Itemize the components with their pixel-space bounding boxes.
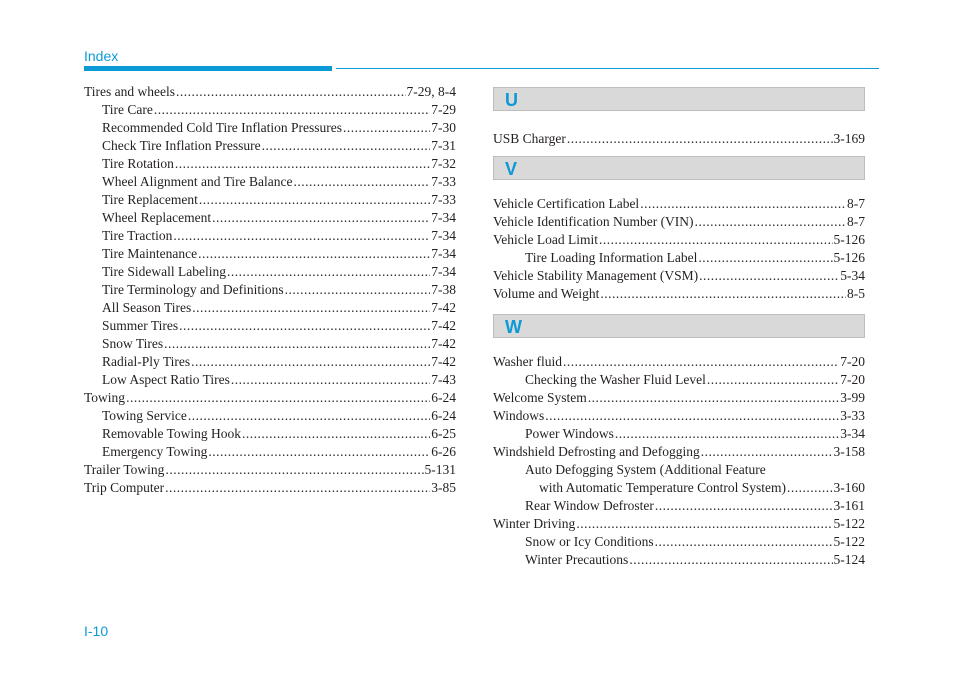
page-number: I-10 (84, 623, 109, 639)
page-reference: 7-43 (431, 372, 456, 387)
index-subentry[interactable] (84, 137, 456, 155)
dot-leader (695, 213, 846, 231)
index-entry[interactable] (493, 130, 865, 148)
index-subentry[interactable] (84, 353, 456, 371)
entry-label: Winter Driving (493, 516, 576, 531)
dot-leader (175, 155, 430, 173)
entry-label: Snow or Icy Conditions (525, 534, 654, 549)
dot-leader (599, 231, 833, 249)
dot-leader (629, 551, 832, 569)
entry-label: Low Aspect Ratio Tires (102, 372, 230, 387)
dot-leader (173, 227, 430, 245)
entry-label: Tire Replacement (102, 192, 198, 207)
page-reference: 7-32 (431, 156, 456, 171)
page-reference: 7-34 (431, 264, 456, 279)
entry-label: Towing Service (102, 408, 187, 423)
index-subentry[interactable] (84, 245, 456, 263)
page-reference: 5-124 (833, 552, 865, 567)
section-header-w (493, 314, 865, 338)
dot-leader (165, 461, 423, 479)
dot-leader (787, 479, 832, 497)
entry-label: Vehicle Certification Label (493, 196, 640, 211)
index-subentry[interactable] (84, 317, 456, 335)
entry-label: Vehicle Load Limit (493, 232, 598, 247)
index-column-left (84, 83, 456, 497)
index-entry[interactable] (493, 353, 865, 371)
page-reference: 6-24 (431, 408, 456, 423)
dot-leader (231, 371, 430, 389)
page-reference: 7-20 (840, 354, 865, 369)
page-reference: 8-7 (847, 214, 865, 229)
entry-label: All Season Tires (102, 300, 192, 315)
index-entry[interactable] (493, 443, 865, 461)
index-entry[interactable] (493, 267, 865, 285)
entry-label: Volume and Weight (493, 286, 600, 301)
index-subentry[interactable] (493, 551, 865, 569)
entry-label: Radial-Ply Tires (102, 354, 191, 369)
entry-label: Welcome System (493, 390, 587, 405)
entry-label: Tire Maintenance (102, 246, 198, 261)
index-entry[interactable] (84, 479, 456, 497)
page-reference: 6-25 (431, 426, 456, 441)
entry-label: with Automatic Temperature Control System) (539, 480, 787, 495)
entry-label: Tires and wheels (84, 84, 175, 99)
page-reference: 7-29, 8-4 (406, 84, 456, 99)
index-entry[interactable] (84, 83, 456, 101)
page-reference: 3-160 (833, 480, 865, 495)
entry-label: Tire Traction (102, 228, 173, 243)
entry-label: Trip Computer (84, 480, 165, 495)
entry-label: Vehicle Stability Management (VSM) (493, 268, 699, 283)
entry-label: Checking the Washer Fluid Level (525, 372, 706, 387)
page-reference: 3-33 (840, 408, 865, 423)
entry-label: Wheel Alignment and Tire Balance (102, 174, 293, 189)
entry-label: Tire Rotation (102, 156, 174, 171)
entry-label: USB Charger (493, 131, 566, 146)
header-rule-thick (84, 66, 332, 71)
dot-leader (165, 479, 430, 497)
dot-leader (179, 317, 430, 335)
page-reference: 7-31 (431, 138, 456, 153)
entry-label: Windshield Defrosting and Defogging (493, 444, 700, 459)
section-letter-v: V (505, 159, 518, 179)
entry-label: Vehicle Identification Number (VIN) (493, 214, 694, 229)
page-reference: 7-20 (840, 372, 865, 387)
page-reference: 3-158 (833, 444, 865, 459)
page-reference: 5-122 (833, 534, 865, 549)
dot-leader (192, 299, 430, 317)
page-reference: 3-99 (840, 390, 865, 405)
index-subentry[interactable] (493, 249, 865, 267)
section-letter-w: W (505, 317, 522, 337)
index-subentry[interactable] (84, 299, 456, 317)
header-rule-thin (336, 68, 879, 69)
index-entry[interactable] (493, 407, 865, 425)
page-reference: 7-42 (431, 336, 456, 351)
dot-leader (563, 353, 839, 371)
dot-leader (198, 245, 430, 263)
index-entry[interactable] (84, 461, 456, 479)
dot-leader (262, 137, 431, 155)
page-reference: 3-34 (840, 426, 865, 441)
dot-leader (698, 249, 832, 267)
entry-label: Wheel Replacement (102, 210, 212, 225)
dot-leader (588, 389, 839, 407)
entry-label: Power Windows (525, 426, 614, 441)
dot-leader (576, 515, 832, 533)
page-reference: 6-26 (431, 444, 456, 459)
page-reference: 7-42 (431, 318, 456, 333)
dot-leader (242, 425, 430, 443)
entry-list-w (493, 353, 865, 569)
page-reference: 7-42 (431, 354, 456, 369)
section-header-u (493, 87, 865, 111)
index-entry[interactable] (493, 213, 865, 231)
index-subentry[interactable] (84, 155, 456, 173)
dot-leader (343, 119, 430, 137)
dot-leader (212, 209, 430, 227)
page-reference: 8-5 (847, 286, 865, 301)
dot-leader (640, 195, 846, 213)
dot-leader (567, 130, 833, 148)
dot-leader (191, 353, 430, 371)
page-reference: 7-34 (431, 246, 456, 261)
index-subentry[interactable] (493, 479, 865, 497)
dot-leader (154, 101, 430, 119)
dot-leader (545, 407, 839, 425)
entry-label: Windows (493, 408, 545, 423)
index-subentry[interactable] (84, 227, 456, 245)
page-reference: 3-85 (431, 480, 456, 495)
entry-label: Tire Terminology and Definitions (102, 282, 284, 297)
entry-label: Tire Sidewall Labeling (102, 264, 226, 279)
dot-leader (699, 267, 839, 285)
page-reference: 3-161 (833, 498, 865, 513)
dot-leader (164, 335, 430, 353)
entry-label: Towing (84, 390, 126, 405)
index-subentry[interactable] (84, 281, 456, 299)
dot-leader (285, 281, 431, 299)
index-header-title: Index (84, 48, 119, 64)
index-subentry[interactable] (84, 335, 456, 353)
index-subentry[interactable] (493, 497, 865, 515)
page-reference: 7-42 (431, 300, 456, 315)
dot-leader (199, 191, 430, 209)
entry-label: Check Tire Inflation Pressure (102, 138, 261, 153)
index-subentry[interactable] (493, 371, 865, 389)
index-entry[interactable] (493, 195, 865, 213)
dot-leader (615, 425, 839, 443)
index-subentry[interactable] (493, 425, 865, 443)
page-reference: 5-34 (840, 268, 865, 283)
dot-leader (600, 285, 846, 303)
entry-label: Trailer Towing (84, 462, 165, 477)
index-subentry[interactable] (84, 119, 456, 137)
dot-leader (707, 371, 839, 389)
index-entry[interactable] (84, 389, 456, 407)
dot-leader (293, 173, 430, 191)
index-entry-label-line: Auto Defogging System (Additional Feature (525, 462, 766, 477)
index-entry[interactable] (493, 231, 865, 249)
index-subentry[interactable] (84, 371, 456, 389)
page-reference: 7-30 (431, 120, 456, 135)
dot-leader (188, 407, 430, 425)
entry-label: Removable Towing Hook (102, 426, 242, 441)
page-reference: 7-29 (431, 102, 456, 117)
index-column-right (493, 83, 865, 569)
entry-label: Snow Tires (102, 336, 164, 351)
dot-leader (126, 389, 430, 407)
page-reference: 7-33 (431, 174, 456, 189)
index-subentry[interactable] (84, 191, 456, 209)
page-reference: 5-126 (833, 232, 865, 247)
page-reference: 3-169 (833, 131, 865, 146)
entry-label: Winter Precautions (525, 552, 629, 567)
section-letter-u: U (505, 90, 518, 110)
index-entry[interactable] (493, 515, 865, 533)
entry-label: Summer Tires (102, 318, 179, 333)
section-header-v (493, 156, 865, 180)
dot-leader (227, 263, 430, 281)
entry-label: Tire Care (102, 102, 153, 117)
dot-leader (701, 443, 833, 461)
entry-label: Recommended Cold Tire Inflation Pressures (102, 120, 342, 135)
entry-label: Rear Window Defroster (525, 498, 654, 513)
entry-list-v (493, 195, 865, 303)
index-entry[interactable] (493, 285, 865, 303)
entry-label: Emergency Towing (102, 444, 208, 459)
index-subentry[interactable] (84, 209, 456, 227)
dot-leader (176, 83, 406, 101)
index-subentry[interactable] (84, 425, 456, 443)
dot-leader (655, 533, 833, 551)
entry-label: Washer fluid (493, 354, 563, 369)
page-reference: 6-24 (431, 390, 456, 405)
page-reference: 5-126 (833, 250, 865, 265)
page-reference: 7-34 (431, 210, 456, 225)
page-reference: 7-38 (431, 282, 456, 297)
entry-list-u (493, 130, 865, 148)
page-reference: 7-33 (431, 192, 456, 207)
index-subentry[interactable] (493, 533, 865, 551)
entry-list-t (84, 83, 456, 497)
index-subentry[interactable] (84, 443, 456, 461)
index-subentry[interactable] (84, 407, 456, 425)
dot-leader (208, 443, 430, 461)
dot-leader (655, 497, 833, 515)
page-reference: 8-7 (847, 196, 865, 211)
page-reference: 7-34 (431, 228, 456, 243)
page-reference: 5-122 (833, 516, 865, 531)
index-subentry[interactable] (84, 173, 456, 191)
index-subentry[interactable] (84, 263, 456, 281)
entry-label: Tire Loading Information Label (525, 250, 698, 265)
index-entry[interactable] (493, 389, 865, 407)
index-subentry[interactable] (84, 101, 456, 119)
page-reference: 5-131 (424, 462, 456, 477)
